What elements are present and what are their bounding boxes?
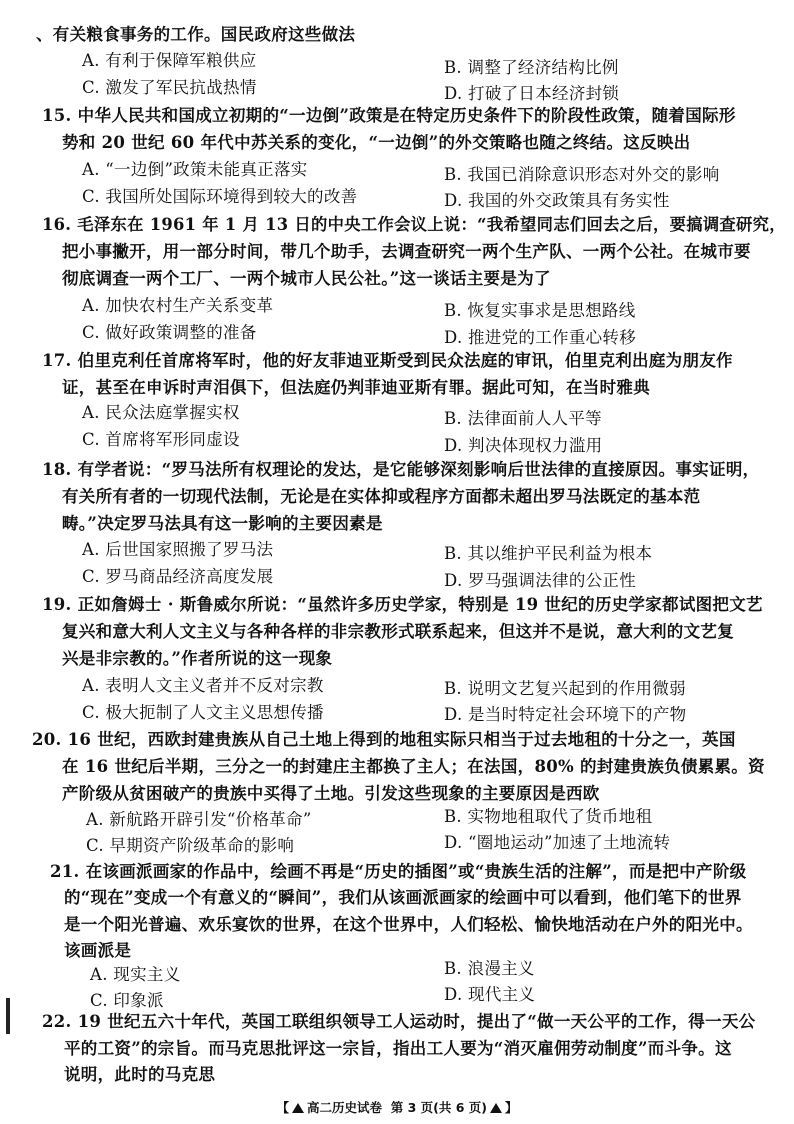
footer-bracket-left: 【 [276,1100,290,1115]
answer-option: C. 罗马商品经济高度发展 [82,567,274,586]
answer-option: C. 印象派 [90,991,164,1010]
answer-option: B. 浪漫主义 [444,959,535,978]
answer-option: B. 实物地租取代了货币地租 [444,807,653,826]
question-text-line: 该画派是 [64,941,132,960]
question-text-line: 15. 中华人民共和国成立初期的“一边倒”政策是在特定历史条件下的阶段性政策，随着国际形 [42,106,736,125]
question-text-line: 、有关粮食事务的工作。国民政府这些做法 [36,25,356,44]
question-text-line: 18. 有学者说：“罗马法所有权理论的发达，是它能够深刻影响后世法律的直接原因。事实证明， [42,460,760,479]
answer-option: D. 现代主义 [444,985,536,1004]
answer-option: D. 是当时特定社会环境下的产物 [444,705,687,724]
answer-option: A. 后世国家照搬了罗马法 [82,540,274,559]
binding-edge-mark [6,998,10,1034]
answer-option: B. 说明文艺复兴起到的作用微弱 [444,679,686,698]
answer-option: A. “一边倒”政策未能真正落实 [82,160,308,179]
triangle-icon [490,1103,502,1113]
page-footer [0,1098,794,1116]
question-text-line: 说明，此时的马克思 [64,1065,216,1084]
answer-option: C. 做好政策调整的准备 [82,323,257,342]
question-text-line: 17. 伯里克利任首席将军时，他的好友菲迪亚斯受到民众法庭的审讯，伯里克利出庭为朋友作 [42,351,733,370]
answer-option: A. 民众法庭掌握实权 [82,403,240,422]
question-text-line: 平的工资”的宗旨。而马克思批评这一宗旨，指出工人要为“消灭雇佣劳动制度”而斗争。这 [64,1039,732,1058]
question-text-line: 产阶级从贫困破产的贵族中买得了土地。引发这些现象的主要原因是西欧 [62,784,600,803]
question-text-line: 在 16 世纪后半期，三分之一的封建庄主都换了主人；在法国，80% 的封建贵族负债累累。资 [62,757,765,776]
question-text-line: 的“现在”变成一个有意义的“瞬间”，我们从该画派画家的绘画中可以看到，他们笔下的世界 [64,888,742,907]
answer-option: A. 新航路开辟引发“价格革命” [86,810,312,829]
footer-title: 高二历史试卷 [307,1100,383,1115]
answer-option: A. 现实主义 [90,965,181,984]
answer-option: C. 我国所处国际环境得到较大的改善 [82,187,358,206]
question-text-line: 证，甚至在申诉时声泪俱下，但法庭仍判菲迪亚斯有罪。据此可知，在当时雅典 [62,378,650,397]
question-text-line: 兴是非宗教的。”作者所说的这一现象 [62,649,333,668]
answer-option: D. 判决体现权力滥用 [444,436,603,455]
answer-option: B. 恢复实事求是思想路线 [444,301,636,320]
footer-page-number: 第 3 页(共 6 页) [390,1100,487,1115]
triangle-icon [292,1103,304,1113]
answer-option: D. “圈地运动”加速了土地流转 [444,833,671,852]
answer-option: D. 打破了日本经济封锁 [444,84,620,103]
answer-option: B. 法律面前人人平等 [444,409,602,428]
answer-option: D. 推进党的工作重心转移 [444,328,637,347]
answer-option: A. 加快农村生产关系变革 [82,296,274,315]
question-text-line: 复兴和意大利人文主义与各种各样的非宗教形式联系起来，但这并不是说，意大利的文艺复 [62,622,734,641]
answer-option: A. 表明人文主义者并不反对宗教 [82,676,324,695]
question-text-line: 有关所有者的一切现代法制，无论是在实体抑或程序方面都未超出罗马法既定的基本范 [62,487,701,506]
question-text-line: 畴。”决定罗马法具有这一影响的主要因素是 [62,514,383,533]
question-text-line: 彻底调查一两个工厂、一两个城市人民公社。”这一谈话主要是为了 [62,269,551,288]
answer-option: D. 罗马强调法律的公正性 [444,571,637,590]
question-text-line: 势和 20 世纪 60 年代中苏关系的变化，“一边倒”的外交策略也随之终结。这反映出 [62,133,691,152]
question-text-line: 是一个阳光普遍、欢乐宴饮的世界，在这个世界中，人们轻松、愉快地活动在户外的阳光中。 [64,915,753,934]
footer-bracket-right: 】 [504,1100,518,1115]
question-text-line: 把小事撇开，用一部分时间，带几个助手，去调查研究一两个生产队、一两个公社。在城市要 [62,242,751,261]
answer-option: C. 激发了军民抗战热情 [82,78,257,97]
question-text-line: 16. 毛泽东在 1961 年 1 月 13 日的中央工作会议上说：“我希望同志们回去之后，要搞调查研究， [42,215,786,234]
question-text-line: 21. 在该画派画家的作品中，绘画不再是“历史的插图”或“贵族生活的注解”，而是把中产阶级 [50,862,747,881]
answer-option: C. 早期资产阶级革命的影响 [86,836,295,855]
question-text-line: 22. 19 世纪五六十年代，英国工联组织领导工人运动时，提出了“做一天公平的工作，得一天公 [42,1012,756,1031]
question-text-line: 19. 正如詹姆士 · 斯鲁威尔所说：“虽然许多历史学家，特别是 19 世纪的历史学家都试图把文艺 [42,595,763,614]
answer-option: B. 调整了经济结构比例 [444,58,619,77]
answer-option: A. 有利于保障军粮供应 [82,51,257,70]
answer-option: C. 极大扼制了人文主义思想传播 [82,703,324,722]
answer-option: B. 我国已消除意识形态对外交的影响 [444,165,720,184]
question-text-line: 20. 16 世纪，西欧封建贵族从自己土地上得到的地租实际只相当于过去地租的十分之一，英国 [32,730,736,749]
answer-option: C. 首席将军形同虚设 [82,430,240,449]
answer-option: B. 其以维护平民利益为根本 [444,544,653,563]
answer-option: D. 我国的外交政策具有务实性 [444,191,670,210]
